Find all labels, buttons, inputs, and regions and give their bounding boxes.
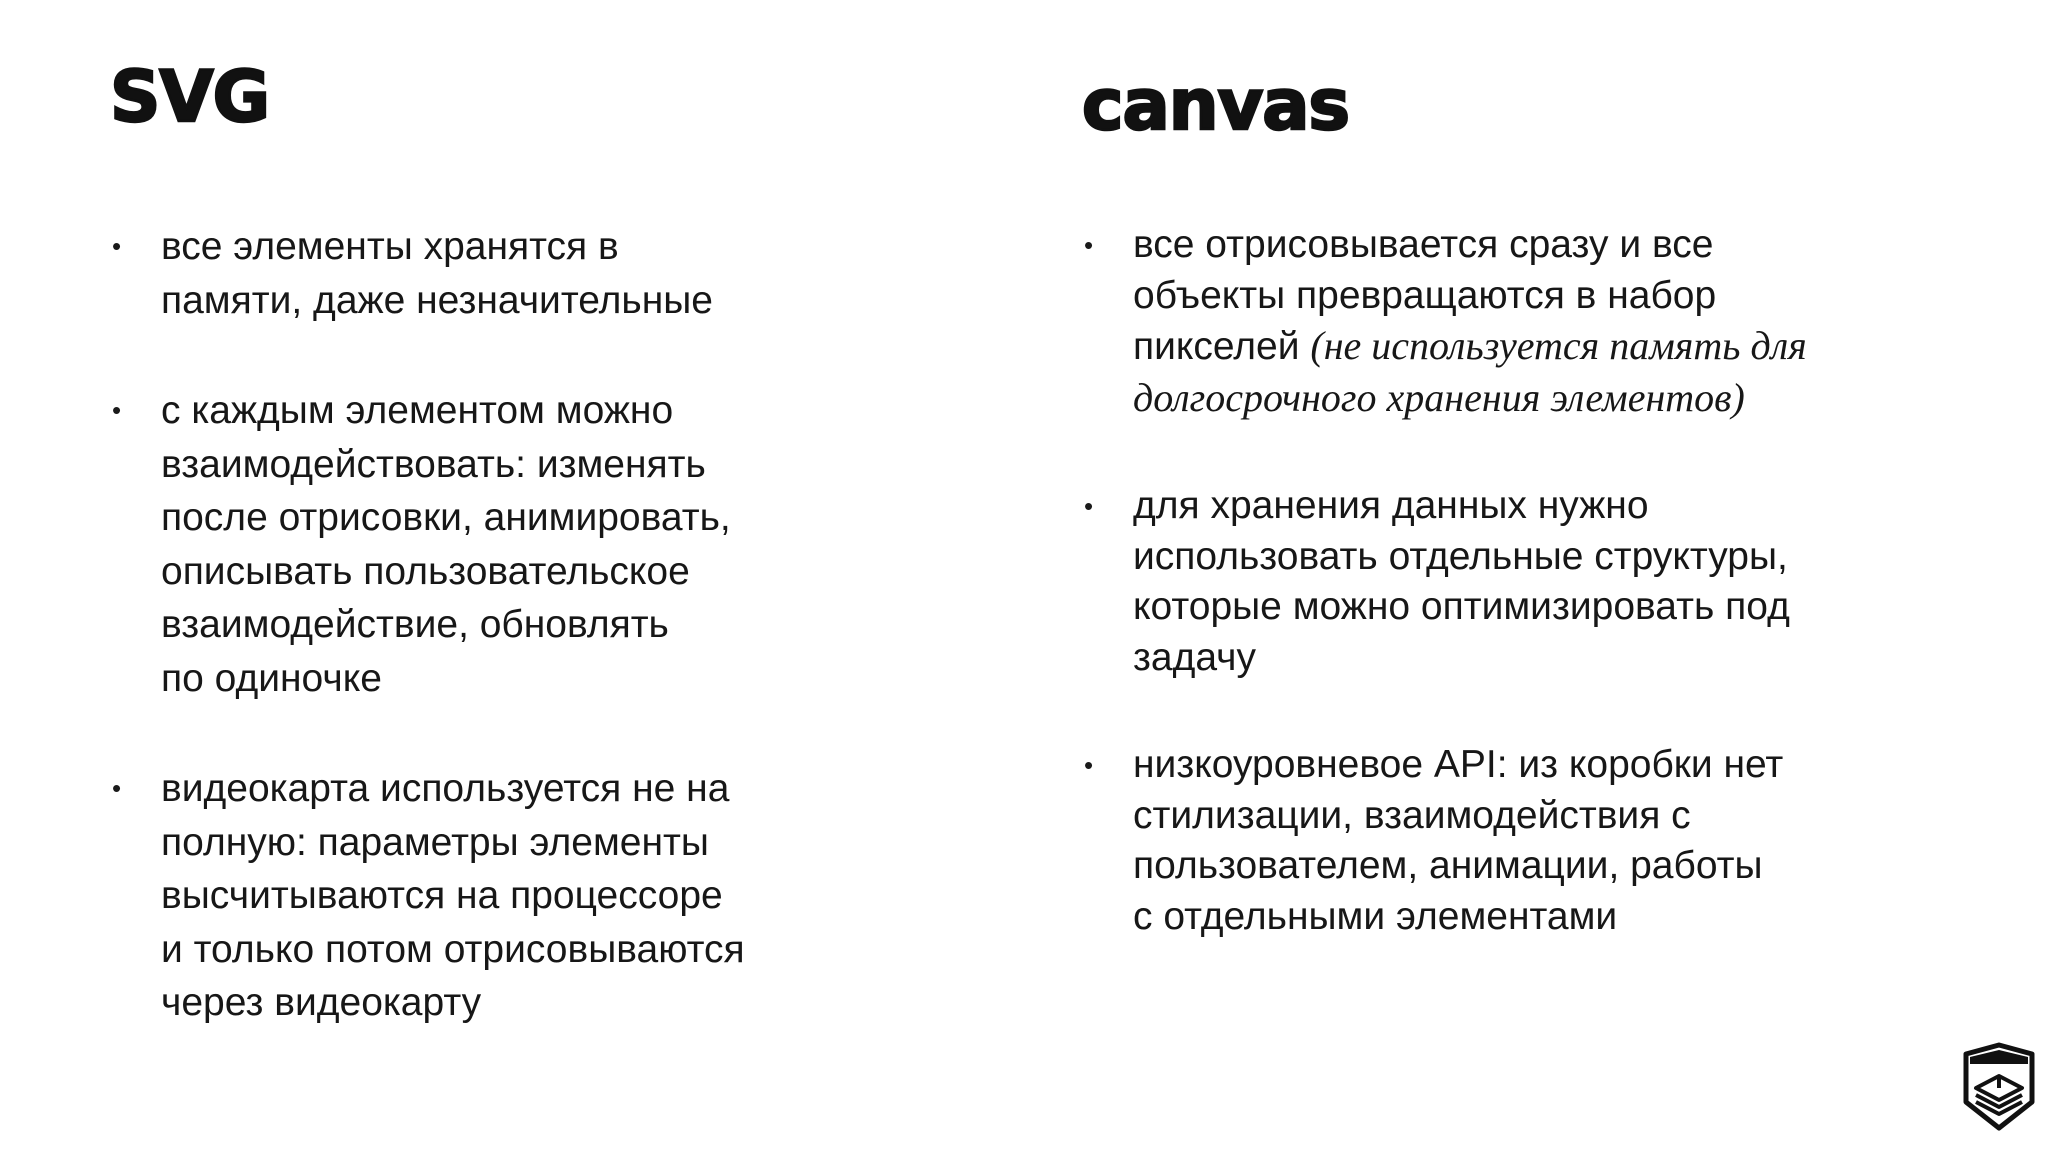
feature-line xyxy=(1133,582,1982,633)
feature-text: с отдельными элементами xyxy=(1133,894,1618,938)
feature-line: взаимодействие, обновлять xyxy=(161,603,669,646)
feature-line: с каждым элементом можно xyxy=(161,389,674,432)
feature-line: высчитываются на процессоре xyxy=(161,874,723,917)
feature-line: и только потом отрисовываются xyxy=(161,927,745,971)
svg-feature-item xyxy=(110,384,970,705)
feature-line: взаимодействовать: изменять xyxy=(161,442,706,486)
feature-text: пользователем, анимации, работы xyxy=(1133,844,1763,887)
feature-note-text: долгосрочного хранения элементов) xyxy=(1133,374,1745,420)
feature-text: объекты превращаются в набор xyxy=(1133,273,1717,317)
feature-line: полную: параметры элементы xyxy=(161,820,709,864)
canvas-features-list xyxy=(1082,220,1982,999)
svg-feature-item xyxy=(110,762,970,1030)
feature-line xyxy=(1133,271,1982,322)
feature-line xyxy=(1133,841,1982,892)
feature-line xyxy=(1133,633,1982,684)
feature-line: после отрисовки, анимировать, xyxy=(161,496,731,539)
bullet-icon: • xyxy=(1084,491,1094,521)
feature-note-text: (не используется память для xyxy=(1310,323,1807,368)
feature-line: видеокарта используется не на xyxy=(161,767,730,810)
feature-text: низкоуровневое API: из коробки нет xyxy=(1133,743,1784,786)
feature-text: пикселей xyxy=(1133,325,1311,368)
bullet-icon: • xyxy=(1084,750,1094,780)
feature-text: которые можно оптимизировать под xyxy=(1133,585,1790,628)
feature-line xyxy=(1133,791,1982,842)
bullet-icon: • xyxy=(1084,230,1094,260)
feature-line xyxy=(1133,481,1982,532)
svg-heading: SVG xyxy=(110,56,270,138)
feature-text: задачу xyxy=(1133,635,1256,679)
feature-text: стилизации, взаимодействия с xyxy=(1133,793,1691,837)
feature-text: все отрисовывается сразу и все xyxy=(1133,223,1714,266)
feature-line: через видеокарту xyxy=(161,981,482,1024)
bullet-icon: • xyxy=(112,395,122,425)
feature-line xyxy=(1133,373,1982,425)
canvas-feature-item xyxy=(1082,740,1982,942)
svg-feature-item xyxy=(110,220,970,327)
feature-text: для хранения данных нужно xyxy=(1133,484,1649,527)
feature-line: памяти, даже незначительные xyxy=(161,278,713,322)
canvas-feature-item xyxy=(1082,220,1982,424)
feature-line xyxy=(1133,740,1982,791)
bullet-icon: • xyxy=(112,231,122,261)
shield-book-icon xyxy=(1962,1042,2036,1132)
feature-line xyxy=(1133,321,1982,373)
canvas-heading: canvas xyxy=(1082,64,1350,146)
feature-line: по одиночке xyxy=(161,656,382,700)
feature-line xyxy=(1133,220,1982,271)
svg-features-list xyxy=(110,220,970,1087)
feature-line: все элементы хранятся в xyxy=(161,225,619,268)
feature-line xyxy=(1133,892,1982,943)
bullet-icon: • xyxy=(112,773,122,803)
feature-text: использовать отдельные структуры, xyxy=(1133,534,1788,578)
feature-line: описывать пользовательское xyxy=(161,549,690,593)
canvas-feature-item xyxy=(1082,481,1982,683)
feature-line xyxy=(1133,532,1982,583)
